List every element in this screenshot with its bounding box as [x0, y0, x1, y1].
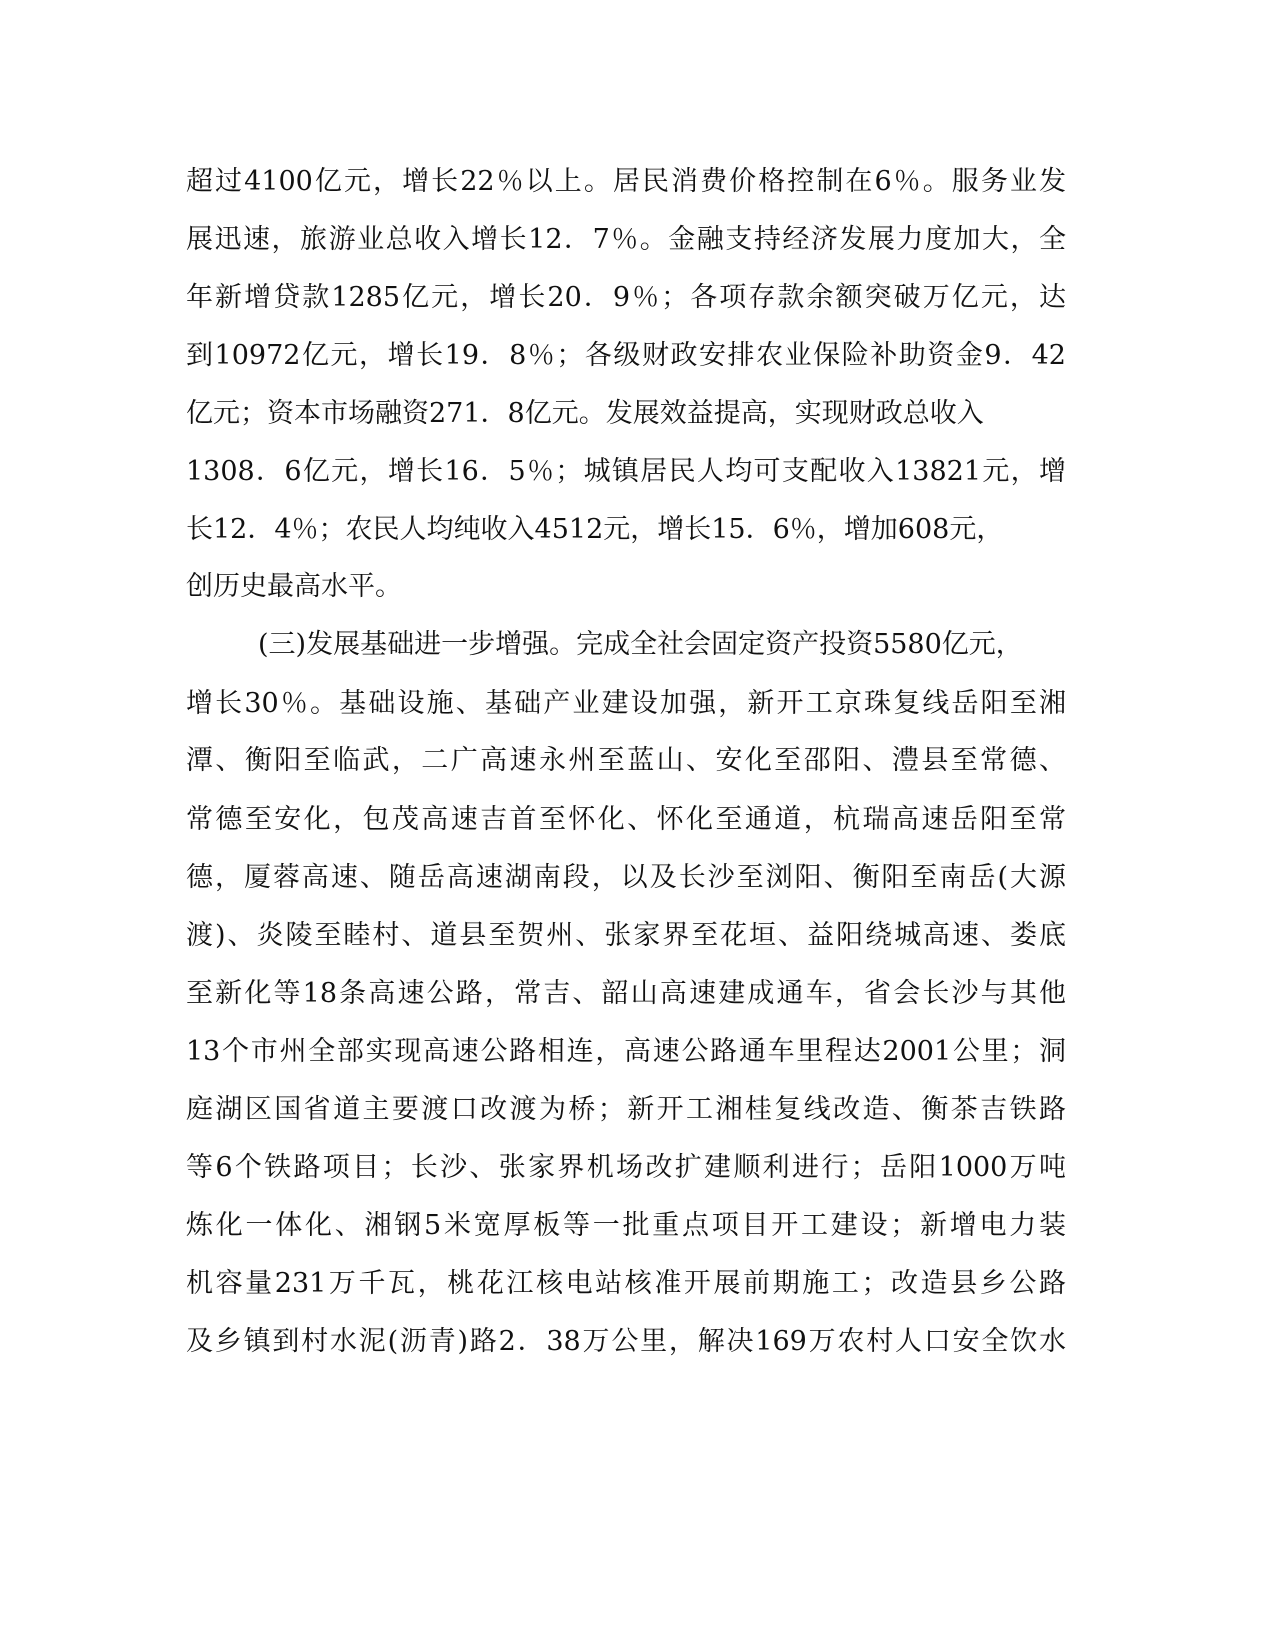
text-line: 庭湖区国省道主要渡口改渡为桥；新开工湘桂复线改造、衡茶吉铁路 — [186, 1094, 1066, 1125]
text-line: 至新化等18条高速公路，常吉、韶山高速建成通车，省会长沙与其他 — [186, 978, 1066, 1009]
text-line: 13个市州全部实现高速公路相连，高速公路通车里程达2001公里；洞 — [186, 1036, 1066, 1067]
text-line: 年新增贷款1285亿元，增长20．9％；各项存款余额突破万亿元，达 — [186, 282, 1066, 313]
text-line: 增长30％。基础设施、基础产业建设加强，新开工京珠复线岳阳至湘 — [186, 688, 1066, 719]
text-line: 及乡镇到村水泥(沥青)路2．38万公里，解决169万农村人口安全饮水 — [186, 1326, 1066, 1357]
text-line: 等6个铁路项目；长沙、张家界机场改扩建顺利进行；岳阳1000万吨 — [186, 1152, 1066, 1183]
text-line: 到10972亿元，增长19．8％；各级财政安排农业保险补助资金9．42 — [186, 340, 1066, 371]
text-line: 超过4100亿元，增长22％以上。居民消费价格控制在6％。服务业发 — [186, 166, 1066, 197]
text-line: 常德至安化，包茂高速吉首至怀化、怀化至通道，杭瑞高速岳阳至常 — [186, 804, 1066, 835]
text-line: 创历史最高水平。 — [186, 571, 402, 602]
text-line: 渡)、炎陵至睦村、道县至贺州、张家界至花垣、益阳绕城高速、娄底 — [186, 920, 1066, 951]
text-line: 德，厦蓉高速、随岳高速湖南段，以及长沙至浏阳、衡阳至南岳(大源 — [186, 862, 1066, 893]
text-line: 机容量231万千瓦，桃花江核电站核准开展前期施工；改造县乡公路 — [186, 1268, 1066, 1299]
text-line: 炼化一体化、湘钢5米宽厚板等一批重点项目开工建设；新增电力装 — [186, 1210, 1066, 1241]
text-line: 潭、衡阳至临武，二广高速永州至蓝山、安化至邵阳、澧县至常德、 — [186, 745, 1066, 776]
text-line: 亿元；资本市场融资271．8亿元。发展效益提高，实现财政总收入 — [186, 398, 984, 429]
text-line: 长12．4％；农民人均纯收入4512元，增长15．6％，增加608元， — [186, 514, 1004, 545]
text-line: 1308．6亿元，增长16．5％；城镇居民人均可支配收入13821元，增 — [186, 456, 1066, 487]
paragraph-heading-line: (三)发展基础进一步增强。完成全社会固定资产投资5580亿元， — [258, 629, 1023, 660]
text-line: 展迅速，旅游业总收入增长12．7％。金融支持经济发展力度加大，全 — [186, 224, 1066, 255]
